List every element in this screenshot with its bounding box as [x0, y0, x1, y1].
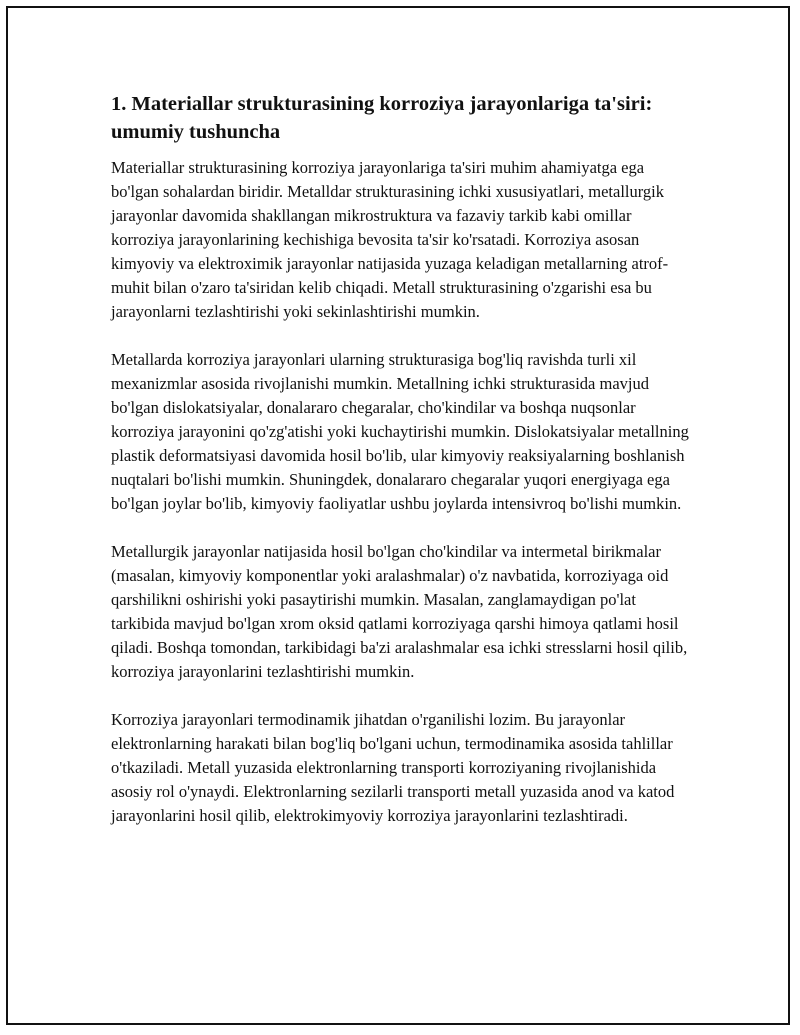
document-body: [111, 90, 691, 852]
section-heading: 1. Materiallar strukturasining korroziya jarayonlariga ta'siri: umumiy tushuncha: [111, 93, 653, 143]
paragraph-2: Metallarda korroziya jarayonlari ularning strukturasiga bog'liq ravishda turli xil mexanizmlar asosida rivojlanishi mumkin. Metallning ichki strukturasida mavjud bo'lgan dislokatsiyalar, donalararo chegaralar, cho'kindilar va boshqa nuqsonlar korroziya jarayonini qo'zg'atishi yoki kuchaytirishi mumkin. Dislokatsiyalar metallning plastik deformatsiyasi davomida hosil bo'lib, ular kimyoviy reaksiyalarning boshlanish nuqtalari bo'lishi mumkin. Shuningdek, donalararo chegaralar yuqori energiyaga ega bo'lgan joylar bo'lib, kimyoviy faoliyatlar ushbu joylarda intensivroq bo'lishi mumkin.: [111, 350, 689, 513]
paragraph-4: Korroziya jarayonlari termodinamik jihatdan o'rganilishi lozim. Bu jarayonlar elektronlarning harakati bilan bog'liq bo'lgani uchun, termodinamika asosida tahlillar o'tkaziladi. Metall yuzasida elektronlarning transporti korroziyaning rivojlanishida asosiy rol o'ynaydi. Elektronlarning sezilarli transporti metall yuzasida anod va katod jarayonlarini hosil qilib, elektrokimyoviy korroziya jarayonlarini tezlashtiradi.: [111, 710, 675, 825]
paragraph-3: Metallurgik jarayonlar natijasida hosil bo'lgan cho'kindilar va intermetal birikmalar (masalan, kimyoviy komponentlar yoki aralashmalar) o'z navbatida, korroziyaga oid qarshilikni oshirishi yoki pasaytirishi mumkin. Masalan, zanglamaydigan po'lat tarkibida mavjud bo'lgan xrom oksid qatlami korroziyaga qarshi himoya qatlami hosil qiladi. Boshqa tomondan, tarkibidagi ba'zi aralashmalar esa ichki stresslarni hosil qilib, korroziya jarayonlarini tezlashtirishi mumkin.: [111, 542, 688, 681]
paragraph-1: Materiallar strukturasining korroziya jarayonlariga ta'siri muhim ahamiyatga ega bo'lgan sohalardan biridir. Metalldar strukturasining ichki xususiyatlari, metallurgik jarayonlar davomida shakllangan mikrostruktura va fazaviy tarkib kabi omillar korroziya jarayonlarining kechishiga bevosita ta'sir ko'rsatadi. Korroziya asosan kimyoviy va elektroximik jarayonlar natijasida yuzaga keladigan metallarning atrof-muhit bilan o'zaro ta'siridan kelib chiqadi. Metall strukturasining o'zgarishi esa bu jarayonlarni tezlashtirishi yoki sekinlashtirishi mumkin.: [111, 158, 669, 321]
